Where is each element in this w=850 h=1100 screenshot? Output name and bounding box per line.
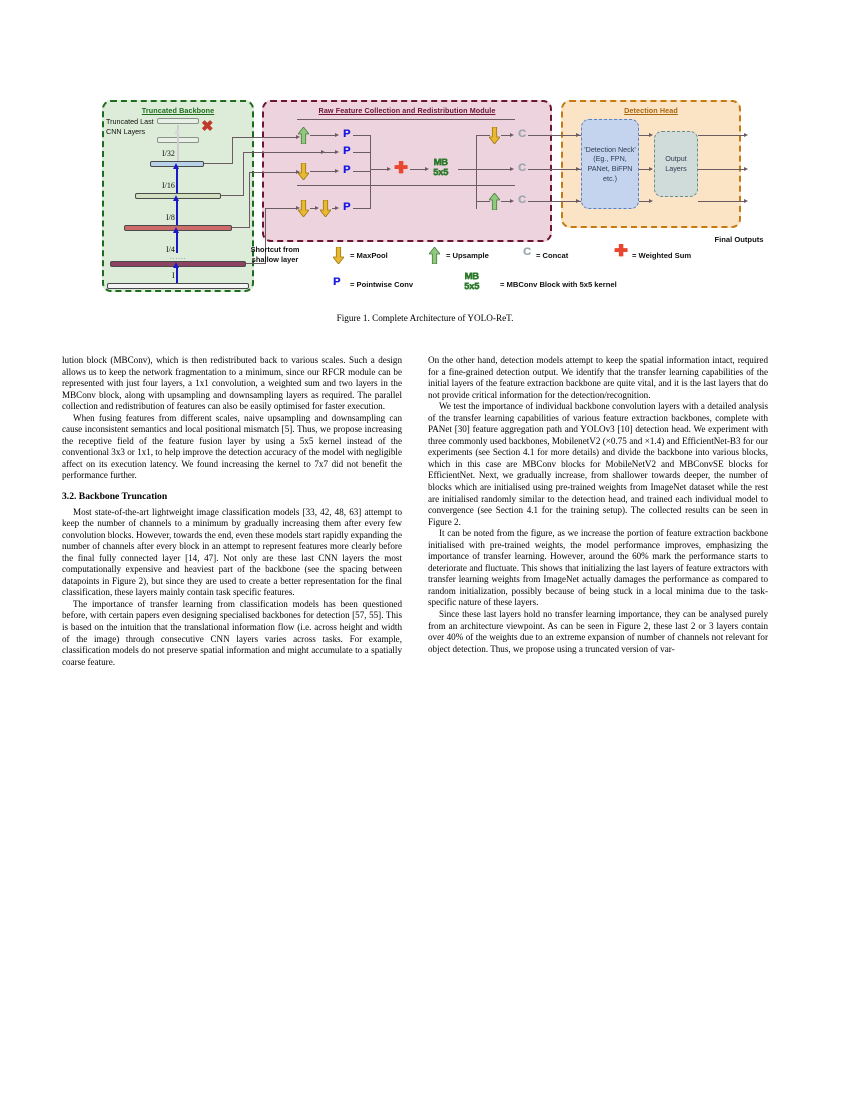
legend-upsample-label: = Upsample [446,251,489,260]
redist-row2-line [476,169,511,170]
rfcr-row3-arrow [335,169,339,173]
backbone-stem-4-to-8 [176,233,178,253]
skip-line-top [297,119,515,120]
concat-row2-icon: C [518,162,526,174]
backbone-stem-8-to-16 [176,201,178,225]
mbconv-block-icon [433,158,448,177]
redist-row1-line [476,135,490,136]
legend-mbconv-icon [464,272,479,291]
truncation-x-icon: ✖ [201,118,214,135]
bus-in-row2 [353,152,370,153]
concat2-to-neck-line [528,169,581,170]
paragraph: Since these last layers hold no transfer learning importance, they can be analysed purely from an architecture viewpoint. As can be seen in Figure 2, these last 2 or 3 layers contain over 40% of the weights due to an extreme expansion of number of channels not relevant for object detection. Thus, we propose using a truncated version of var- [428,609,768,654]
backbone-stem-i-to-4 [176,267,178,283]
output-layers-label: Output Layers [665,154,687,173]
conn-16-h2 [243,152,322,153]
backbone-bar-input [107,283,249,289]
final-output-arrow3 [744,199,748,203]
detection-neck-label: 'Detection Neck' (Eg., FPN, PANet, BiFPN etc.) [584,144,636,183]
pointwise-conv-row4-icon: P [343,201,351,213]
paragraph: The importance of transfer learning from classification models has been questioned before, with certain papers even designing specialised backbones for detection [57, 55]. This is based on the intuition that the translational information flow (i.e. across height and width of the image) through consecutive CNN layers varies across tasks. For example, classification models do not preserve spatial information and might accumulate to a spatially coarse feature. [62,598,402,667]
mbconv-label-line2: 5x5 [433,166,448,178]
panel-title-rfcr: Raw Feature Collection and Redistribution Module [318,106,496,115]
legend-mbconv-line2: 5x5 [464,280,479,292]
rfcr-row4-arrow-a [315,206,319,210]
concat1-to-neck-line [528,135,581,136]
backbone-arrow-4-to-8 [173,227,179,233]
bus-vertical [370,135,371,209]
weighted-sum-to-mbconv-arrow [425,167,429,171]
final-output-arrow2 [744,167,748,171]
paragraph: When fusing features from different scales, naive upsampling and downsampling can cause inconsistent semantics and local positional mismatch [5]. Thus, we propose increasing the receptive field of the feature fusion layer by using a 5x5 kernel instead of the conventional 3x3 or 1x1, to help improve the detection accuracy of the model with negligible affect on its execution latency. We found increasing the kernel to 7x7 did not benefit the performance further. [62,412,402,481]
figure-1 [62,95,788,330]
output-layers-box [654,131,698,197]
concat3-to-neck-arrow [576,199,580,203]
conn-8-h2 [249,172,297,173]
scale-label-1-4: I/4 [166,245,175,254]
legend-concat-icon: C [523,246,531,258]
legend-pointwise-label: = Pointwise Conv [350,280,414,289]
conn-8-h1 [232,227,249,228]
skip-line-bottom [297,185,515,186]
pointwise-conv-row3-icon: P [343,164,351,176]
redist-main-line [458,169,476,170]
final-output-arrow1 [744,133,748,137]
legend-maxpool-icon [333,247,344,264]
legend-weighted-sum-icon: ✚ [614,243,628,260]
paragraph: lution block (MBConv), which is then redistributed back to various scales. Such a design allows us to keep the network fragmentation to a minimum, since our RFCR module can be represented with just four layers, a 1x1 convolution, a weighted sum and two layers in the MBConv block, along with upsampling and downsampling layers as required. The parallel collection and redistribution of features can also be easily optimised for faster execution. [62,355,402,412]
scale-label-1-16: I/16 [162,181,175,190]
rfcr-row2-line [322,152,336,153]
rfcr-row3-line [310,171,336,172]
conn-16-v [243,152,244,196]
paragraph: It can be noted from the figure, as we increase the portion of feature extraction backbone initialised with pre-trained weights, the model performance improves, emphasizing the importance of transfer learning. However, around the 60% mark the performance starts to deteriorate and fluctuate. This shows that initializing the last layers of feature extractors with transfer learning weights from ImageNet actually damages the performance as compared to random initialization, possibly because of being stuck in a local minima due to the task-specific nature of these layers. [428,528,768,608]
backbone-arrow-8-to-16 [173,195,179,201]
figure-caption: Figure 1. Complete Architecture of YOLO-ReT. [336,313,514,323]
paragraph: Most state-of-the-art lightweight image classification models [33, 42, 48, 63] attempt to keep the number of channels to a minimum by gradually increasing them after every few convolution blocks. However, towards the end, even these models start rapidly expanding the number of channels after every block in an attempt to represent features more clearly before the final fully connected layer [14, 47]. Not only are these last CNN layers the most computationally expensive and heaviest part of the backbone (see the spacing between datapoints in Figure 2), but since they are used to create a better representation for the final classification, these layers mainly contain task specific features. [62,506,402,598]
figure-canvas [62,95,788,305]
conn-shortcut-h2 [265,208,297,209]
final-output-line2 [698,169,746,170]
backbone-arrow-16-to-32 [173,163,179,169]
pointwise-conv-row1-icon: P [343,128,351,140]
section-heading-3-2: 3.2. Backbone Truncation [62,491,168,503]
bus-weighted-sum-arrow [387,167,391,171]
conn-8-v [249,172,250,228]
legend-upsample-icon [429,247,440,264]
final-output-line3 [698,201,746,202]
scale-label-1-32: I/32 [162,149,175,158]
panel-title-backbone: Truncated Backbone [141,106,215,115]
weighted-sum-icon: ✚ [394,160,408,177]
truncated-connector-arrow [174,128,180,134]
legend-concat-label: = Concat [536,251,569,260]
bus-in-row4 [353,208,370,209]
pointwise-conv-row2-icon: P [343,145,351,157]
rfcr-row4-arrow-b [335,206,339,210]
concat3-to-neck-line [528,201,581,202]
right-text-column [428,355,768,655]
panel-title-detection-head: Detection Head [624,106,678,115]
shortcut-from-shallow-layer-label: Shortcut from shallow layer [250,245,300,264]
paragraph: We test the importance of individual backbone convolution layers with a detailed analysis of the transfer learning capabilities of various feature extraction backbones, complete with PANet [30] feature aggregation path and YOLOv3 [10] detection head. We experiment with three commonly used backbones, MobilenetV2 (×0.75 and ×1.4) and EfficientNet-B3 for our experiments (see Section 4.1 for more details) and divide the backbone into various blocks, which in this case are MBConv blocks for MobileNetV2 and MBConvSE blocks for EfficientNet. Next, we gradually increase, from shallower towards deeper, the number of blocks which are initialised using pre-trained weights from ImageNet dataset while the rest are initialised randomly similar to the detection head, and trained each individual model to convergence (see Section 4.1 for the training setup). The collected results can be seen in Figure 2. [428,401,768,527]
maxpool-arrow-row4a-icon [298,200,309,217]
legend-pointwise-icon: P [333,276,341,288]
concat-row3-icon: C [518,194,526,206]
final-output-line1 [698,135,746,136]
legend-mbconv-line1: MB [464,271,479,282]
redist-row2-arrow [510,167,514,171]
bus-in-row3 [353,171,370,172]
redist-vertical [476,135,477,209]
rfcr-row2-arrow [335,150,339,154]
legend-weighted-sum-label: = Weighted Sum [632,251,692,260]
conn-32-h1 [204,163,232,164]
conn-16-h1 [221,195,243,196]
redist-row3-arrow [510,199,514,203]
final-outputs-label: Final Outputs [714,235,764,244]
upsample-arrow-row1-icon [298,127,309,144]
scale-label-input: I [172,271,175,280]
redist-row3-line [476,201,490,202]
weighted-sum-to-mbconv-line [410,169,426,170]
legend-maxpool-label: = MaxPool [350,251,388,260]
maxpool-arrow-row3-icon [298,163,309,180]
legend-mbconv-label: = MBConv Block with 5x5 kernel [500,280,617,289]
neck-to-out-arrow3 [649,199,653,203]
paragraph: On the other hand, detection models attempt to keep the spatial information intact, required for a fine-grained detection output. We identify that the transfer learning capabilities of the initial layers of the feature extraction backbone are quite vital, and it is the last layers that do not provide critical information for the detection/recognition. [428,355,768,400]
backbone-stem-16-to-32 [176,169,178,193]
neck-to-out-arrow1 [649,133,653,137]
neck-to-out-arrow2 [649,167,653,171]
concat1-to-neck-arrow [576,133,580,137]
mbconv-label-line1: MB [433,157,448,168]
maxpool-arrow-row4b-icon [320,200,331,217]
upsample-arrow-redist-icon [489,193,500,210]
maxpool-arrow-redist-icon [489,127,500,144]
truncated-layer-bar-top [157,118,199,124]
concat2-to-neck-arrow [576,167,580,171]
rfcr-row1-line [310,135,336,136]
concat-row1-icon: C [518,128,526,140]
truncated-last-cnn-layers-label: Truncated Last CNN Layers [106,117,154,136]
conn-32-h2 [232,137,297,138]
bus-to-weighted-sum [370,169,388,170]
rfcr-row1-arrow [335,133,339,137]
backbone-arrow-i-to-4 [173,262,179,268]
detection-neck-box [581,119,639,209]
bus-in-row1 [353,135,370,136]
scale-label-1-8: I/8 [166,213,175,222]
redist-row1-arrow [510,133,514,137]
left-text-column [62,355,402,668]
conn-32-v [232,137,233,164]
backbone-ellipsis: ...... [170,253,187,261]
